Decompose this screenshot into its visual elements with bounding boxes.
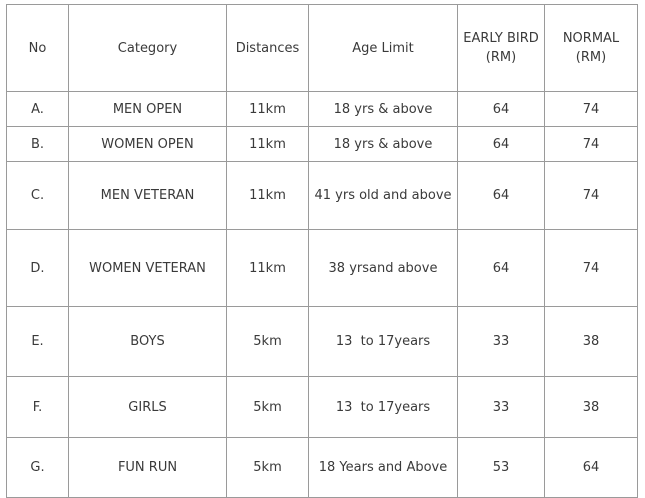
table-row xyxy=(7,230,638,307)
cell-early-bird: 64 xyxy=(458,162,545,230)
header-category: Category xyxy=(69,5,227,92)
header-early-bird-title: EARLY BIRD xyxy=(463,31,539,46)
cell-age-limit: 18 yrs & above xyxy=(309,92,458,127)
cell-category: WOMEN VETERAN xyxy=(69,230,227,307)
cell-early-bird: 64 xyxy=(458,127,545,162)
cell-age-limit: 18 yrs & above xyxy=(309,127,458,162)
cell-early-bird: 64 xyxy=(458,92,545,127)
cell-age-limit: 13 to 17years xyxy=(309,307,458,377)
cell-no: G. xyxy=(7,438,69,498)
table-row xyxy=(7,438,638,498)
cell-normal: 74 xyxy=(545,127,638,162)
table-row xyxy=(7,307,638,377)
header-normal-title: NORMAL xyxy=(562,31,620,46)
header-age-limit: Age Limit xyxy=(309,5,458,92)
cell-distance: 5km xyxy=(227,377,309,438)
cell-no: E. xyxy=(7,307,69,377)
cell-age-limit: 13 to 17years xyxy=(309,377,458,438)
header-normal-unit: (RM) xyxy=(575,50,607,65)
table-row xyxy=(7,162,638,230)
race-fees-table xyxy=(6,4,638,498)
cell-distance: 5km xyxy=(227,307,309,377)
cell-no: B. xyxy=(7,127,69,162)
cell-category: MEN OPEN xyxy=(69,92,227,127)
cell-category: GIRLS xyxy=(69,377,227,438)
cell-age-limit: 18 Years and Above xyxy=(309,438,458,498)
cell-category: FUN RUN xyxy=(69,438,227,498)
cell-no: F. xyxy=(7,377,69,438)
cell-normal: 38 xyxy=(545,377,638,438)
cell-distance: 11km xyxy=(227,230,309,307)
cell-normal: 64 xyxy=(545,438,638,498)
cell-age-limit: 38 yrsand above xyxy=(309,230,458,307)
cell-normal: 74 xyxy=(545,162,638,230)
header-normal xyxy=(545,5,638,92)
cell-distance: 5km xyxy=(227,438,309,498)
cell-early-bird: 64 xyxy=(458,230,545,307)
cell-no: D. xyxy=(7,230,69,307)
cell-early-bird: 33 xyxy=(458,377,545,438)
table-row xyxy=(7,92,638,127)
cell-category: WOMEN OPEN xyxy=(69,127,227,162)
cell-early-bird: 33 xyxy=(458,307,545,377)
cell-age-limit: 41 yrs old and above xyxy=(309,162,458,230)
table-row xyxy=(7,377,638,438)
cell-category: MEN VETERAN xyxy=(69,162,227,230)
table-header-row xyxy=(7,5,638,92)
cell-distance: 11km xyxy=(227,162,309,230)
cell-early-bird: 53 xyxy=(458,438,545,498)
header-distances: Distances xyxy=(227,5,309,92)
cell-normal: 74 xyxy=(545,230,638,307)
cell-normal: 38 xyxy=(545,307,638,377)
header-early-bird xyxy=(458,5,545,92)
cell-no: A. xyxy=(7,92,69,127)
cell-normal: 74 xyxy=(545,92,638,127)
header-early-bird-unit: (RM) xyxy=(485,50,517,65)
cell-no: C. xyxy=(7,162,69,230)
table-row xyxy=(7,127,638,162)
header-no: No xyxy=(7,5,69,92)
cell-distance: 11km xyxy=(227,127,309,162)
cell-category: BOYS xyxy=(69,307,227,377)
cell-distance: 11km xyxy=(227,92,309,127)
